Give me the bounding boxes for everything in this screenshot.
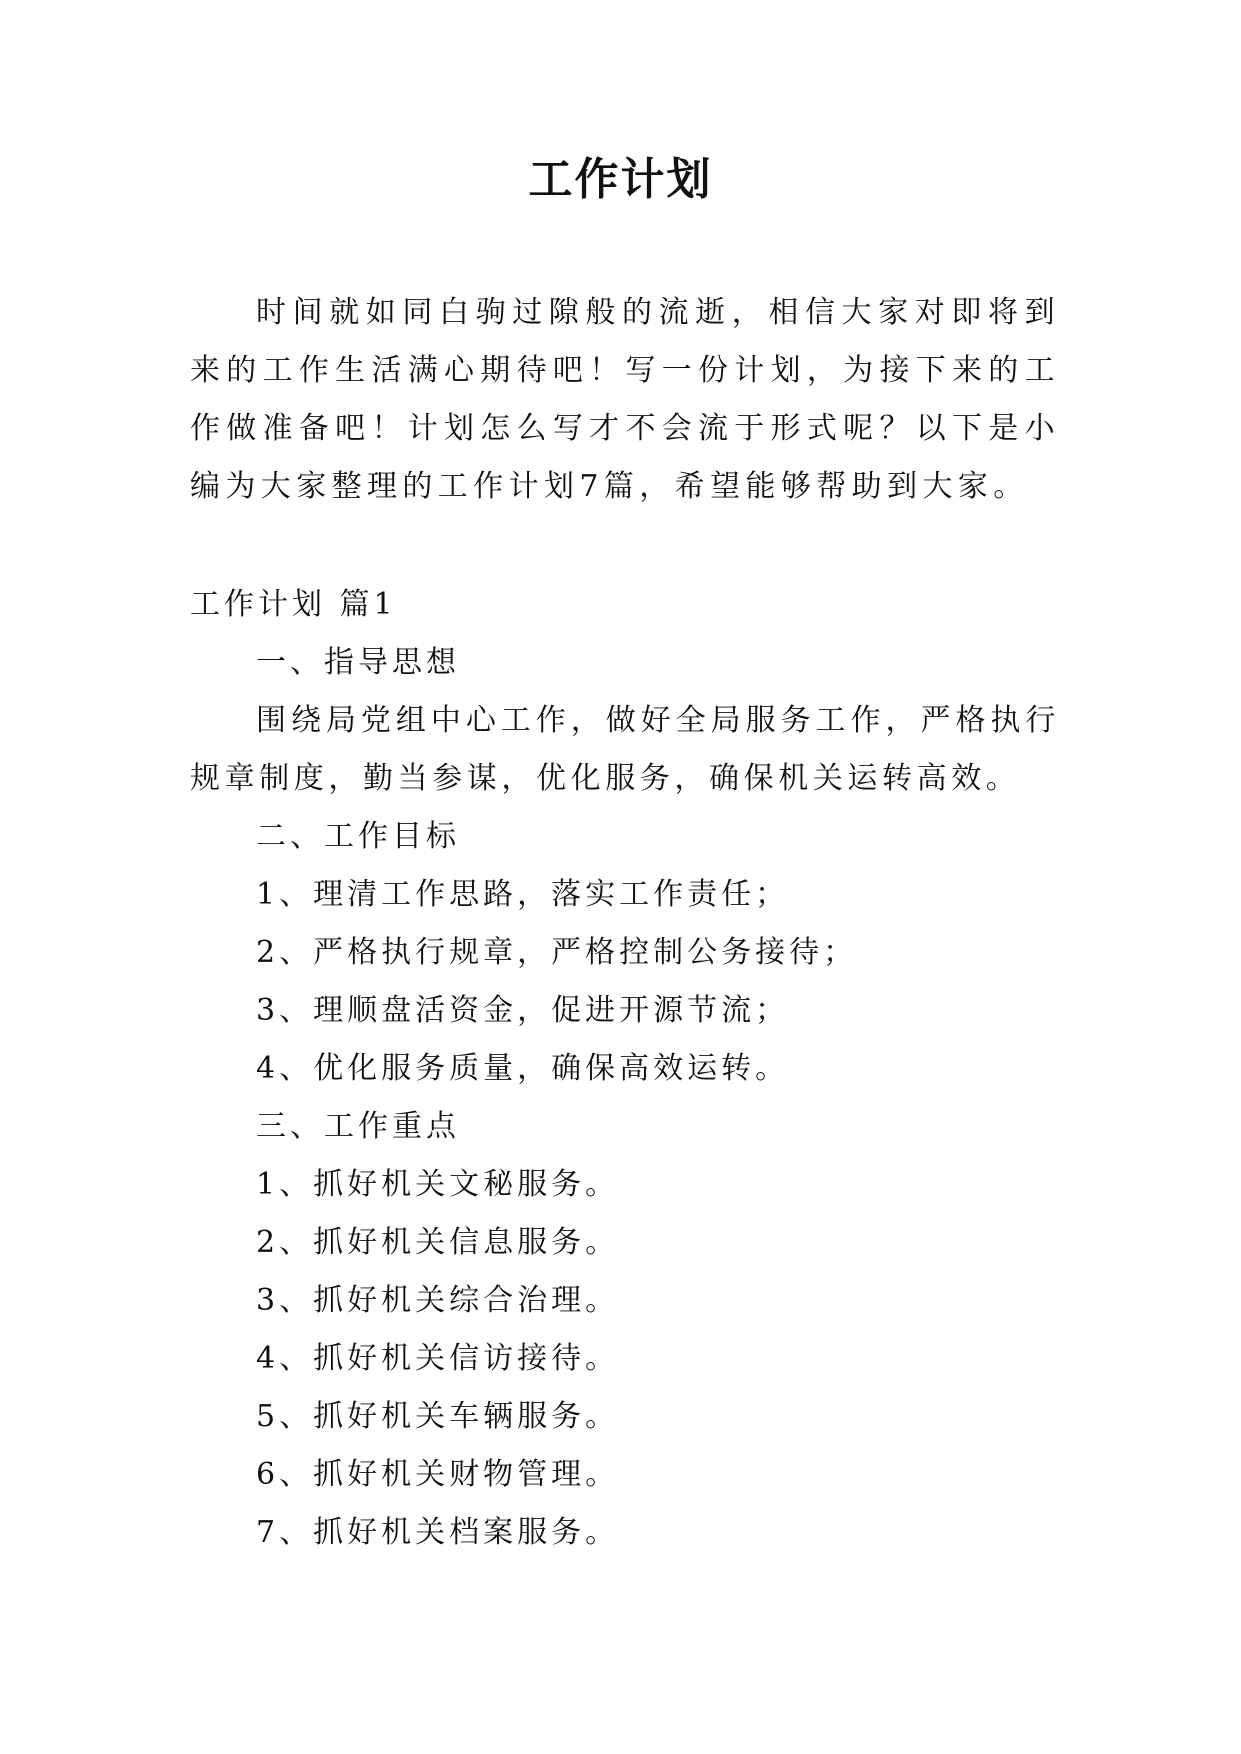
focus-item-1: 1、抓好机关文秘服务。 (256, 1167, 620, 1202)
focus-item-5: 5、抓好机关车辆服务。 (256, 1399, 620, 1434)
goal-item-3: 3、理顺盘活资金，促进开源节流； (256, 993, 790, 1028)
focus-item-7: 7、抓好机关档案服务。 (256, 1515, 620, 1550)
document-title: 工作计划 (528, 154, 713, 205)
focus-item-3: 3、抓好机关综合治理。 (256, 1283, 620, 1318)
goal-item-4: 4、优化服务质量，确保高效运转。 (256, 1051, 790, 1086)
section-heading: 工作计划 篇1 (190, 587, 397, 622)
guiding-paragraph: 围绕局党组中心工作，做好全局服务工作，严格执行规章制度，勤当参谋，优化服务，确保机关运转高效。 (190, 703, 1060, 796)
focus-item-6: 6、抓好机关财物管理。 (256, 1457, 620, 1492)
goal-item-1: 1、理清工作思路，落实工作责任； (256, 877, 790, 912)
focus-item-2: 2、抓好机关信息服务。 (256, 1225, 620, 1260)
focus-item-4: 4、抓好机关信访接待。 (256, 1341, 620, 1376)
goals-heading: 二、工作目标 (256, 819, 460, 854)
document-body (190, 284, 1060, 1562)
goal-item-2: 2、严格执行规章，严格控制公务接待； (256, 935, 858, 970)
guiding-heading: 一、指导思想 (256, 645, 460, 680)
focus-heading: 三、工作重点 (256, 1109, 460, 1144)
intro-paragraph: 时间就如同白驹过隙般的流逝，相信大家对即将到来的工作生活满心期待吧！写一份计划，为接下来的工作做准备吧！计划怎么写才不会流于形式呢？以下是小编为大家整理的工作计划7篇，希望能够帮助到大家。 (190, 295, 1060, 504)
